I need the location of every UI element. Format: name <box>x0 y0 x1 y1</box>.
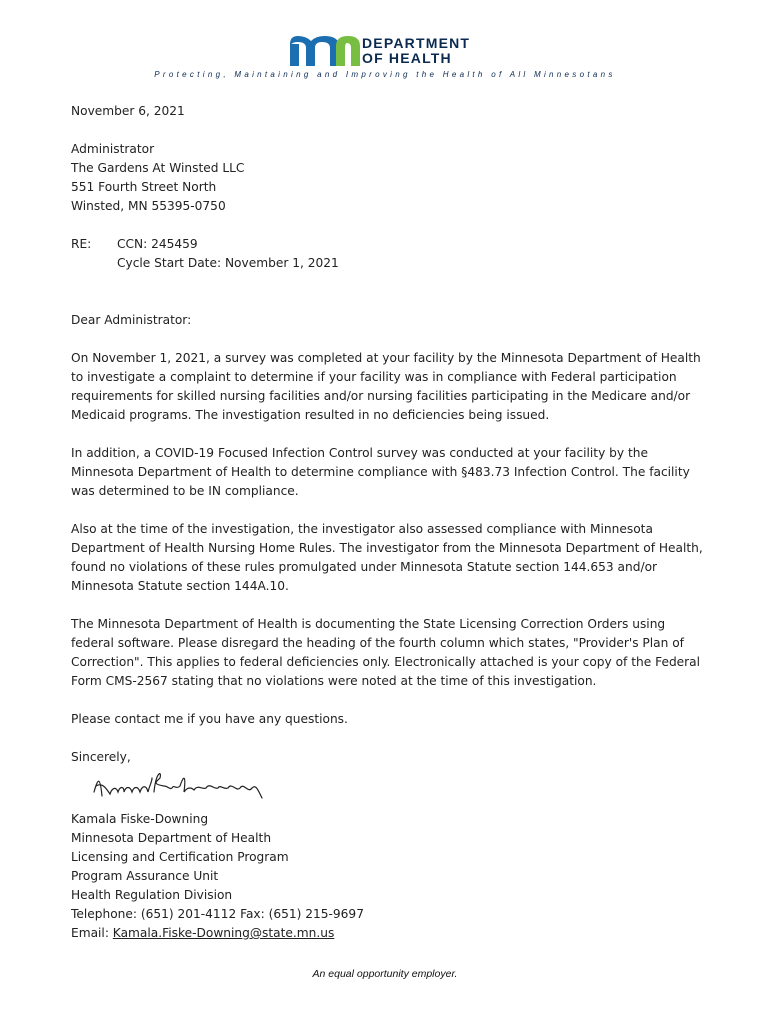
re-ccn: CCN: 245459 <box>117 237 198 251</box>
signer-division: Health Regulation Division <box>71 888 233 902</box>
letterhead <box>0 32 770 82</box>
department-name <box>362 36 470 66</box>
email-link[interactable]: Kamala.Fiske-Downing@state.mn.us <box>112 926 335 940</box>
signer-unit: Program Assurance Unit <box>71 869 219 883</box>
signature-block <box>71 810 711 943</box>
signer-phone: Telephone: (651) 201-4112 Fax: (651) 215-9697 <box>71 907 364 921</box>
letter-date: November 6, 2021 <box>71 104 185 118</box>
paragraph: On November 1, 2021, a survey was completed at your facility by the Minnesota Department of Health to investigate a complaint to determine if your facility was in compliance with Federal participation requirements for skilled nursing facilities and/or nursing facilities participating in the Medicare and/or Medicaid programs. The investigation resulted in no deficiencies being issued. <box>71 351 701 422</box>
recipient-address <box>71 140 711 216</box>
re-label: RE: <box>71 237 92 251</box>
mn-logo-icon <box>290 36 360 66</box>
re-details <box>117 235 339 273</box>
signer-name: Kamala Fiske-Downing <box>71 812 209 826</box>
recipient-city: Winsted, MN 55395-0750 <box>71 199 226 213</box>
paragraph: The Minnesota Department of Health is documenting the State Licensing Correction Orders using federal software. Please disregard the heading of the fourth column which states, "Provider's Plan of Correction". This applies to federal deficiencies only. Electronically attached is your copy of the Federal Form CMS-2567 stating that no violations were noted at the time of this investigation. <box>71 617 701 688</box>
signer-program: Licensing and Certification Program <box>71 850 289 864</box>
signer-agency: Minnesota Department of Health <box>71 831 272 845</box>
paragraph: In addition, a COVID-19 Focused Infection Control survey was conducted at your facility by the Minnesota Department of Health to determine compliance with §483.73 Infection Control. The facility was determined to be IN compliance. <box>71 446 690 498</box>
paragraph: Please contact me if you have any questions. <box>71 712 348 726</box>
recipient-org: The Gardens At Winsted LLC <box>71 161 245 175</box>
recipient-street: 551 Fourth Street North <box>71 180 217 194</box>
salutation: Dear Administrator: <box>71 313 192 327</box>
re-cycle-date: Cycle Start Date: November 1, 2021 <box>117 256 339 270</box>
letter-body <box>71 102 711 767</box>
handwritten-signature <box>90 768 265 802</box>
dept-line-2: OF HEALTH <box>362 50 452 66</box>
tagline: Protecting, Maintaining and Improving the Health of All Minnesotans <box>154 70 616 79</box>
re-block <box>71 235 711 273</box>
paragraph: Also at the time of the investigation, the investigator also assessed compliance with Minnesota Department of Health Nursing Home Rules. The investigator from the Minnesota Department of Health, found no violations of these rules promulgated under Minnesota Statute section 144.653 and/or Minnesota Statute section 144A.10. <box>71 522 703 593</box>
signer-email-line <box>71 924 711 943</box>
mdh-logo <box>290 36 485 70</box>
closing: Sincerely, <box>71 750 131 764</box>
footer-equal-opportunity: An equal opportunity employer. <box>312 968 458 980</box>
recipient-title: Administrator <box>71 142 155 156</box>
dept-line-1: DEPARTMENT <box>362 35 471 51</box>
email-label: Email: <box>71 926 113 940</box>
